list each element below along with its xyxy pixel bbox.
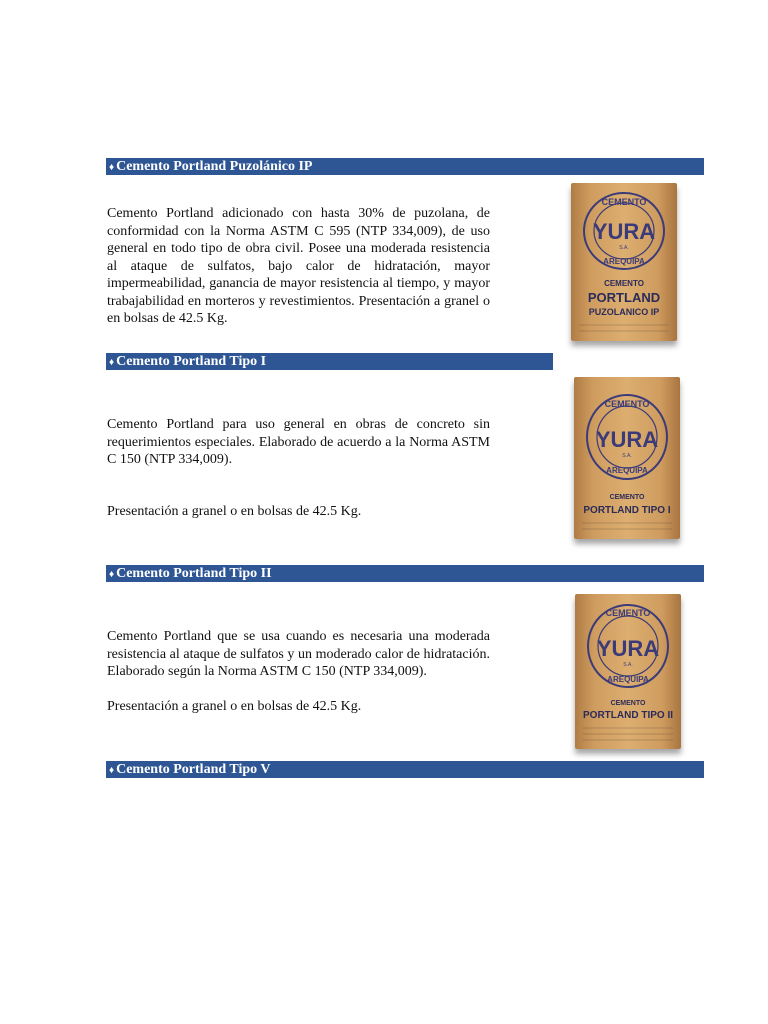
bag-line2-text: PORTLAND <box>587 290 661 305</box>
product-presentation: Presentación a granel o en bolsas de 42.5 Kg. <box>107 504 362 519</box>
diamond-bullet-icon: ♦ <box>109 765 115 776</box>
bag-sa-text: S.A. <box>619 245 629 251</box>
section-header-tipo-i <box>106 353 553 370</box>
product-description: Cemento Portland adicionado con hasta 30% de puzolana, de conformidad con la Norma ASTM C 595 (NTP 334,009), de uso general en todo tipo de obra civil. Posee una moderada resistencia al ataque de sulfatos, bajo calor de hidratación, mayor impermeabilidad, ganancia de mayor resistencia al tiempo, y mayor trabajabilidad en morteros y revestimientos. Presentación a granel o en bolsas de 42.5 Kg. <box>107 206 490 326</box>
section-title: Cemento Portland Tipo I <box>116 354 267 369</box>
cement-bag-image-tipo-ii <box>575 594 681 749</box>
bag-arc-top-text: CEMENTO <box>605 608 651 618</box>
bag-arc-bottom-text: AREQUIPA <box>603 257 645 266</box>
product-presentation: Presentación a granel o en bolsas de 42.5 Kg. <box>107 699 362 714</box>
section-title: Cemento Portland Tipo V <box>116 762 271 777</box>
product-description: Cemento Portland que se usa cuando es necesaria una moderada resistencia al ataque de sulfatos y un moderado calor de hidratación. Elaborado según la Norma ASTM C 150 (NTP 334,009). <box>107 629 490 679</box>
bag-sa-text: S.A. <box>622 453 632 459</box>
product-description: Cemento Portland para uso general en obras de concreto sin requerimientos especiales. Elaborado de acuerdo a la Norma ASTM C 150 (NTP 334,009). <box>107 417 490 467</box>
bag-brand-text: YURA <box>595 427 659 452</box>
bag-line3-text: PUZOLANICO IP <box>588 307 660 317</box>
cement-bag-artwork <box>574 377 680 539</box>
bag-arc-top-text: CEMENTO <box>604 399 650 409</box>
diamond-bullet-icon: ♦ <box>109 162 115 173</box>
section-title: Cemento Portland Tipo II <box>116 566 272 581</box>
cement-bag-artwork <box>571 183 677 341</box>
bag-line2-text: PORTLAND TIPO I <box>583 505 671 516</box>
bag-arc-bottom-text: AREQUIPA <box>607 675 649 684</box>
cement-bag-image-puzolanico-ip <box>571 183 677 341</box>
section-header-tipo-ii <box>106 565 704 582</box>
section-title: Cemento Portland Puzolánico IP <box>116 159 313 174</box>
bag-brand-text: YURA <box>596 636 660 661</box>
section-header-puzolanico-ip <box>106 158 704 175</box>
cement-bag-image-tipo-i <box>574 377 680 539</box>
bag-line1-text: CEMENTO <box>609 494 645 501</box>
bag-line2-text: PORTLAND TIPO II <box>583 710 673 721</box>
section-header-tipo-v <box>106 761 704 778</box>
cement-bag-artwork <box>575 594 681 749</box>
diamond-bullet-icon: ♦ <box>109 357 115 368</box>
bag-arc-top-text: CEMENTO <box>601 197 647 207</box>
bag-line1-text: CEMENTO <box>610 700 646 707</box>
bag-arc-bottom-text: AREQUIPA <box>606 466 648 475</box>
diamond-bullet-icon: ♦ <box>109 569 115 580</box>
bag-brand-text: YURA <box>592 219 656 244</box>
bag-line1-text: CEMENTO <box>604 279 644 288</box>
bag-sa-text: S.A. <box>623 662 633 668</box>
